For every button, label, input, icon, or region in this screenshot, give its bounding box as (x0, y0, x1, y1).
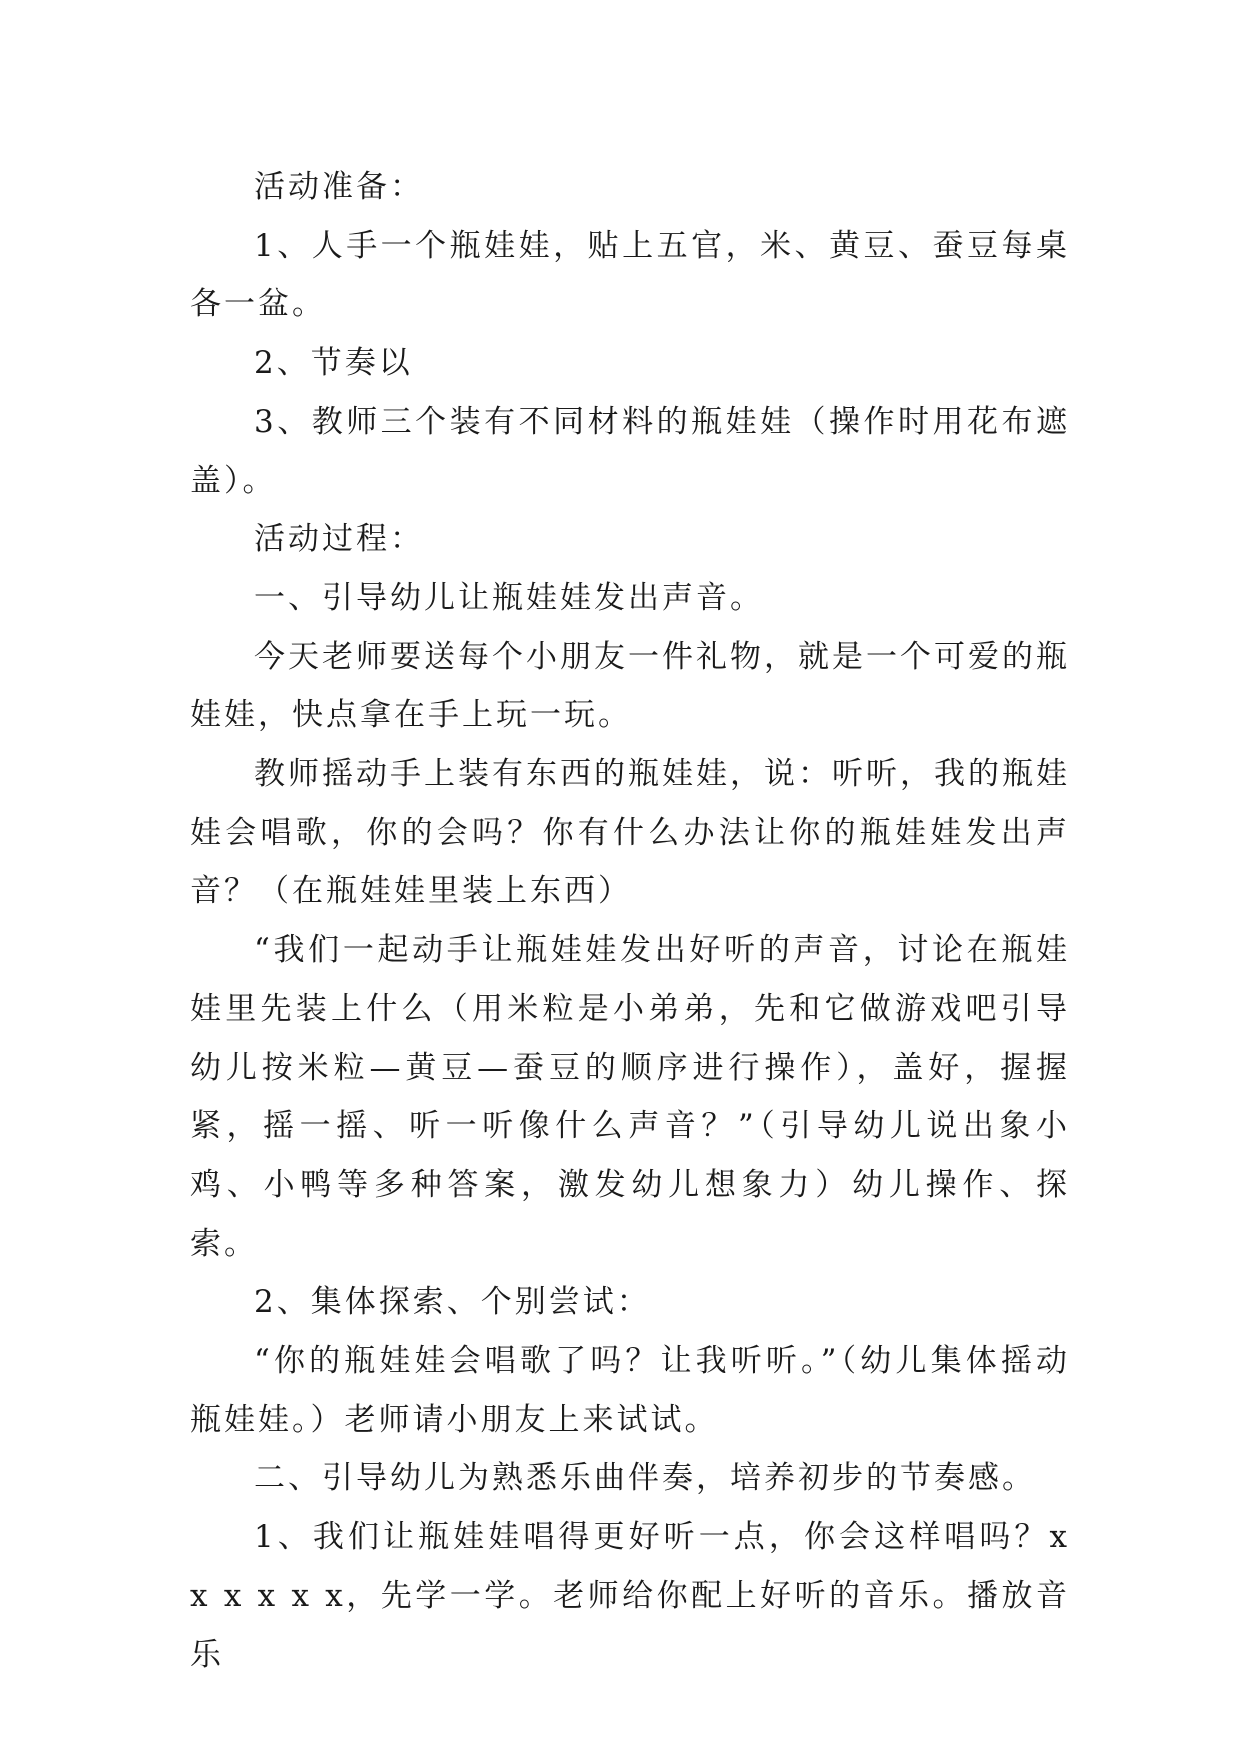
paragraph-process-step-1-heading: 一、引导幼儿让瓶娃娃发出声音。 (254, 579, 764, 616)
paragraph-group-exploration: “你的瓶娃娃会唱歌了吗？让我听听。”（幼儿集体摇动瓶娃娃。）老师请小朋友上来试试。 (190, 1343, 1070, 1438)
paragraph-process-step-2-heading: 二、引导幼儿为熟悉乐曲伴奏，培养初步的节奏感。 (254, 1460, 1036, 1497)
paragraph-hands-on-activity: “我们一起动手让瓶娃娃发出好听的声音，讨论在瓶娃娃里先装上什么（用米粒是小弟弟，先和它做游戏吧引导幼儿按米粒—黄豆—蚕豆的顺序进行操作），盖好，握握紧，摇一摇、听一听像什么声音？”（引导幼儿说出象小鸡、小鸭等多种答案，激发幼儿想象力）幼儿操作、探索。 (190, 932, 1070, 1262)
paragraph-activity-process-heading: 活动过程： (254, 521, 424, 558)
paragraph-preparation-item-1: 1、人手一个瓶娃娃，贴上五官，米、黄豆、蚕豆每桌各一盆。 (190, 227, 1070, 323)
paragraph-gift-intro: 今天老师要送每个小朋友一件礼物，就是一个可爱的瓶娃娃，快点拿在手上玩一玩。 (190, 638, 1070, 734)
paragraph-preparation-item-3: 3、教师三个装有不同材料的瓶娃娃（操作时用花布遮盖）。 (190, 403, 1070, 499)
paragraph-rhythm-practice: 1、我们让瓶娃娃唱得更好听一点，你会这样唱吗？x x x x x x，先学一学。老师给你配上好听的音乐。播放音乐 (190, 1519, 1070, 1673)
paragraph-group-exploration-heading: 2、集体探索、个别尝试： (254, 1284, 651, 1321)
document-body (190, 158, 1070, 1684)
paragraph-teacher-shakes: 教师摇动手上装有东西的瓶娃娃，说：听听，我的瓶娃娃会唱歌，你的会吗？你有什么办法让你的瓶娃娃发出声音？（在瓶娃娃里装上东西） (190, 756, 1070, 910)
paragraph-activity-preparation-heading: 活动准备： (254, 169, 424, 205)
paragraph-preparation-item-2: 2、节奏以 (254, 345, 413, 382)
